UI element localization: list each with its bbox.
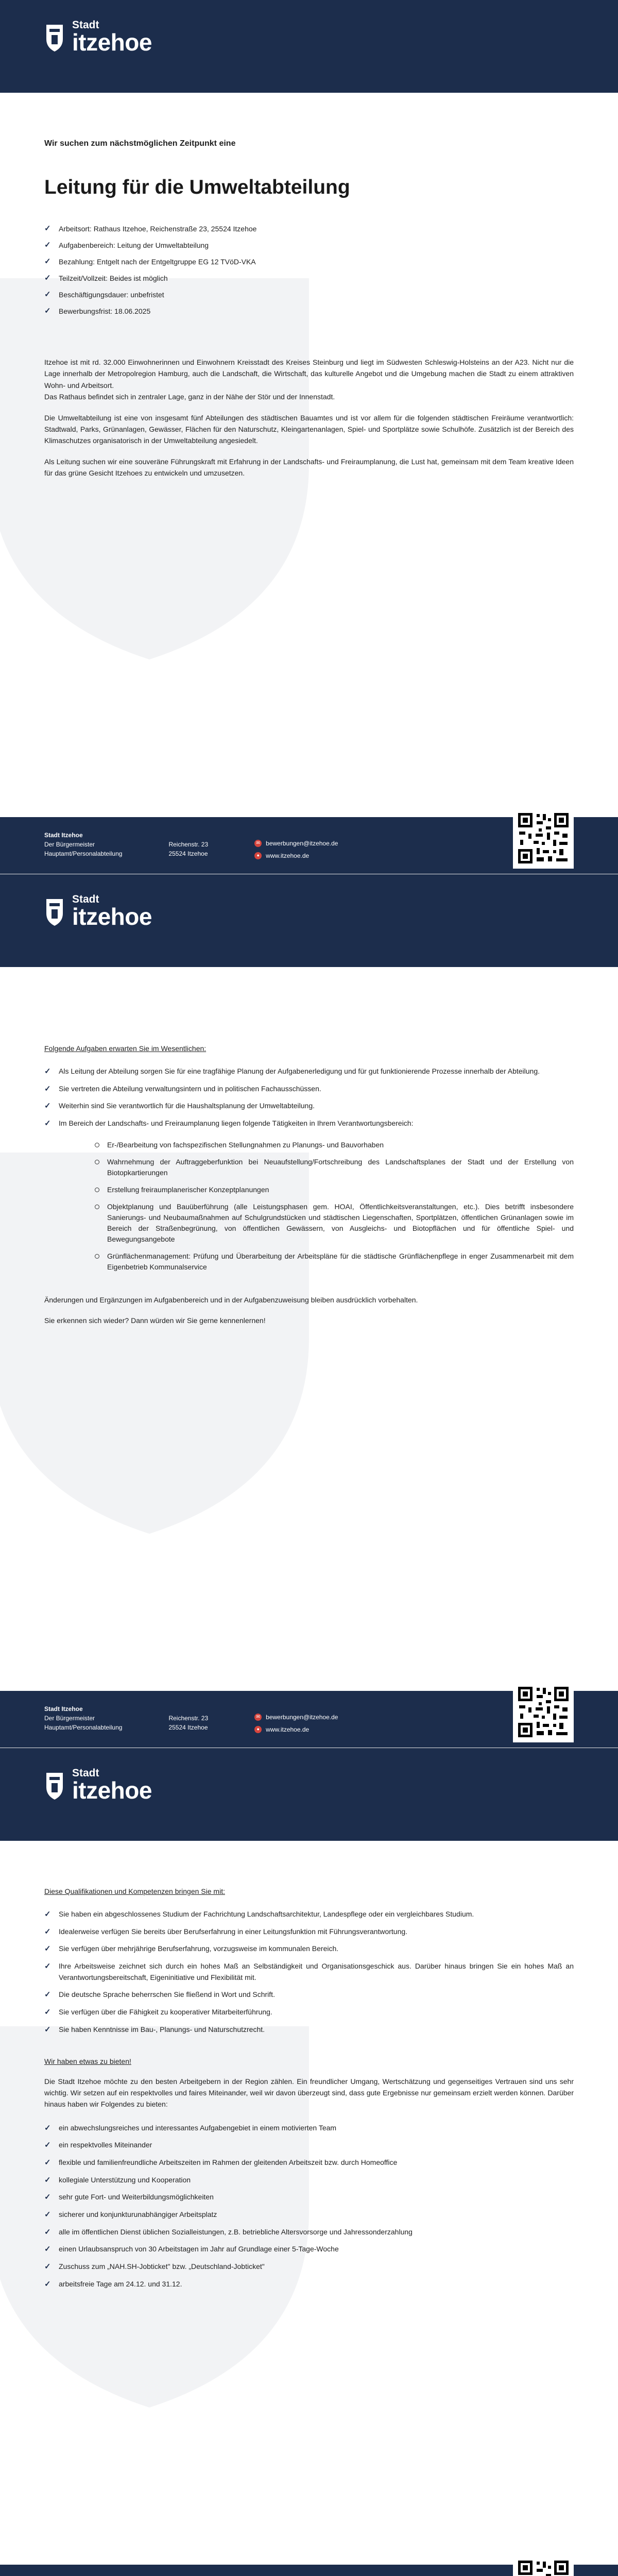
task-item: ✓ Sie vertreten die Abteilung verwaltungsintern und in politischen Fachausschüssen. <box>44 1080 574 1098</box>
logo-line-1: Stadt <box>72 893 99 905</box>
fact-item: ✓ Beschäftigungsdauer: unbefristet <box>44 286 574 303</box>
paragraph-department: Die Umweltabteilung ist eine von insgesamt fünf Abteilungen des städtischen Bauamtes und ist vor allem für die folgenden städtischen Freiräume verantwortlich: Stadtwald, Parks, Grünanlagen, Gewässer, Flächen für den Naturschutz, Kleingartenanlagen, Spiel- und Sportplätze sowie Schulhöfe. Zusätzlich ist der Bereich des Klimaschutzes organisatorisch in der Umweltabteilung angesiedelt. <box>44 413 574 445</box>
job-title: Leitung für die Umweltabteilung <box>44 176 350 198</box>
footer-org-name: Stadt Itzehoe <box>44 832 83 839</box>
paragraph-employer: Die Stadt Itzehoe möchte zu den besten Arbeitgebern in der Region zählen. Ein freundlicher Umgang, Wertschätzung und gegenseitiges Vertrauen sind uns sehr wichtig. Wir setzen auf ein respektvolles und faires Miteinander, weil wir davon überzeugt sind, dass gute Ergebnisse nur gemeinsam erzielt werden können. Darüber hinaus haben wir Folgendes zu bieten: <box>44 2077 574 2109</box>
globe-icon: ● <box>254 852 262 859</box>
fact-item: ✓ Aufgabenbereich: Leitung der Umweltabteilung <box>44 237 574 253</box>
qualification-item: ✓ Sie haben Kenntnisse im Bau-, Planungs- und Naturschutzrecht. <box>44 2021 574 2039</box>
paragraph-leadership: Als Leitung suchen wir eine souveräne Führungskraft mit Erfahrung in der Landschafts- und Freiraumplanung, die Lust hat, gemeinsam mit dem Team kreative Ideen für das grüne Gesicht Itzehoes zu entwickeln und umzusetzen. <box>44 457 574 478</box>
paragraph-invite: Sie erkennen sich wieder? Dann würden wir Sie gerne kennenlernen! <box>44 1316 266 1325</box>
footer-org-name: Stadt Itzehoe <box>44 1705 83 1713</box>
benefit-item: ✓ sicherer und konjunkturunabhängiger Arbeitsplatz <box>44 2206 574 2224</box>
benefit-item: ✓ flexible und familienfreundliche Arbeitszeiten im Rahmen der gleitenden Arbeitszeit bzw. durch Homeoffice <box>44 2154 574 2172</box>
qualification-item: ✓ Sie verfügen über die Fähigkeit zu kooperativer Mitarbeiterführung. <box>44 2004 574 2021</box>
qualification-item: ✓ Die deutsche Sprache beherrschen Sie fließend in Wort und Schrift. <box>44 1986 574 2004</box>
footer-city: 25524 Itzehoe <box>168 1724 208 1731</box>
footer-web-link[interactable]: www.itzehoe.de <box>266 852 310 859</box>
fact-item: ✓ Arbeitsort: Rathaus Itzehoe, Reichenstraße 23, 25524 Itzehoe <box>44 221 574 237</box>
footer-contact <box>254 831 338 860</box>
page-1 <box>0 0 618 874</box>
qualification-item: ✓ Sie haben ein abgeschlossenes Studium der Fachrichtung Landschaftsarchitektur, Landespflege oder ein vergleichbares Studium. <box>44 1906 574 1923</box>
footer-bar <box>0 817 618 874</box>
stadt-itzehoe-logo <box>44 20 152 54</box>
logo-line-1: Stadt <box>72 19 99 31</box>
footer-org <box>44 831 122 860</box>
header-bar <box>0 0 618 93</box>
crest-icon <box>44 22 65 53</box>
footer-bar <box>0 1691 618 1748</box>
footer-city: 25524 Itzehoe <box>168 850 208 857</box>
footer-org <box>44 1704 122 1734</box>
footer-email-link[interactable]: bewerbungen@itzehoe.de <box>266 1714 338 1721</box>
offer-heading: Wir haben etwas zu bieten! <box>44 2057 131 2065</box>
fact-item: ✓ Bezahlung: Entgelt nach der Entgeltgruppe EG 12 TVöD-VKA <box>44 253 574 270</box>
task-subitem: Wahrnehmung der Auftraggeberfunktion bei Neuaufstellung/Fortschreibung des Landschaftsplanes der Stadt und der Erstellung von Biotopkartierungen <box>95 1154 574 1181</box>
qualifications-heading: Diese Qualifikationen und Kompetenzen bringen Sie mit: <box>44 1887 225 1895</box>
paragraph-changes: Änderungen und Ergänzungen im Aufgabenbereich und in der Aufgabenzuweisung bleiben ausdrücklich vorbehalten. <box>44 1295 418 1304</box>
qualification-item: ✓ Sie verfügen über mehrjährige Berufserfahrung, vorzugsweise im kommunalen Bereich. <box>44 1940 574 1958</box>
footer-address <box>168 1704 208 1734</box>
paragraph-townhall: Das Rathaus befindet sich in zentraler Lage, ganz in der Nähe der Stör und der Innenstadt. <box>44 393 335 401</box>
page-2-content <box>44 1044 574 1336</box>
footer-street: Reichenstr. 23 <box>168 841 209 848</box>
task-item: ✓ Weiterhin sind Sie verantwortlich für die Haushaltsplanung der Umweltabteilung. <box>44 1097 574 1115</box>
page-3-content <box>44 1887 574 2304</box>
benefits-list <box>44 2120 574 2293</box>
qualification-item: ✓ Idealerweise verfügen Sie bereits über Berufserfahrung in einer Leitungsfunktion mit Führungsverantwortung. <box>44 1923 574 1941</box>
benefit-item: ✓ Zuschuss zum „NAH.SH-Jobticket" bzw. „Deutschland-Jobticket" <box>44 2258 574 2276</box>
qr-code[interactable] <box>513 808 574 869</box>
qr-code-icon <box>516 811 571 866</box>
stadt-itzehoe-logo <box>44 1768 152 1802</box>
fact-item: ✓ Teilzeit/Vollzeit: Beides ist möglich <box>44 270 574 286</box>
tasks-list <box>44 1063 574 1282</box>
task-subitem: Objektplanung und Bauüberführung (alle Leistungsphasen gem. HOAI, Öffentlichkeitsveranstaltungen, etc.). Dies betrifft insbesondere Sanierungs- und Neubaumaßnahmen auf Schulgrundstücken und städtischen Liegenschaften, Sportplätzen, öffentlichen Grünanlagen sowie im Bereich der Straßenbegrünung, von öffentlichen Gewässern, von Ausgleichs- und Biotopflächen und für öffentliche Spiel- und Bewegungsangebote <box>95 1198 574 1248</box>
qr-code[interactable] <box>513 1682 574 1742</box>
qualifications-list <box>44 1906 574 2039</box>
tasks-heading: Folgende Aufgaben erwarten Sie im Wesentlichen: <box>44 1044 207 1053</box>
benefit-item: ✓ arbeitsfreie Tage am 24.12. und 31.12. <box>44 2276 574 2293</box>
header-bar <box>0 874 618 967</box>
qualification-item: ✓ Ihre Arbeitsweise zeichnet sich durch ein hohes Maß an Selbständigkeit und Organisationsgeschick aus. Darüber hinaus bringen Sie ein hohes Maß an Verantwortungsbereitschaft, Eigeninitiative und Flexibilität mit. <box>44 1958 574 1986</box>
task-item: ✓ Als Leitung der Abteilung sorgen Sie für eine tragfähige Planung der Aufgabenerledigung und für gut funktionierende Prozesse innerhalb der Abteilung. <box>44 1063 574 1080</box>
footer-org-line: Hauptamt/Personalabteilung <box>44 850 123 857</box>
qr-code-icon <box>516 1685 571 1739</box>
qr-code-icon <box>516 2558 571 2576</box>
benefit-item: ✓ ein respektvolles Miteinander <box>44 2137 574 2154</box>
task-subitem: Grünflächenmanagement: Prüfung und Überarbeitung der Arbeitspläne für die städtische Grünflächenpflege in enger Zusammenarbeit mit dem Eigenbetrieb Kommunalservice <box>95 1248 574 1276</box>
crest-icon <box>44 896 65 927</box>
benefit-item: ✓ sehr gute Fort- und Weiterbildungsmöglichkeiten <box>44 2189 574 2206</box>
intro-line: Wir suchen zum nächstmöglichen Zeitpunkt eine <box>44 139 236 148</box>
crest-icon <box>44 1770 65 1801</box>
footer-bar <box>0 2565 618 2576</box>
benefit-item: ✓ alle im öffentlichen Dienst üblichen Sozialleistungen, z.B. betriebliche Altersvorsorge und Jahressonderzahlung <box>44 2224 574 2241</box>
footer-web-link[interactable]: www.itzehoe.de <box>266 1726 310 1733</box>
task-item <box>44 1115 574 1282</box>
email-icon: ✉ <box>254 840 262 847</box>
paragraph-city: Itzehoe ist mit rd. 32.000 Einwohnerinnen und Einwohnern Kreisstadt des Kreises Steinburg und liegt im Südwesten Schleswig-Holsteins an der A23. Nicht nur die Lage innerhalb der Metropolregion Hamburg, auch die Landschaft, die Wirtschaft, das kulturelle Angebot und die Umgebung machen die Stadt zu einem attraktiven Wohn- und Arbeitsort. <box>44 358 574 389</box>
footer-address <box>168 831 208 860</box>
footer-org-line: Der Bürgermeister <box>44 841 95 848</box>
logo-line-2: itzehoe <box>72 29 152 56</box>
benefit-item: ✓ kollegiale Unterstützung und Kooperation <box>44 2172 574 2189</box>
fact-item: ✓ Bewerbungsfrist: 18.06.2025 <box>44 303 574 319</box>
qr-code[interactable] <box>513 2555 574 2576</box>
page-1-content <box>44 139 574 488</box>
footer-email-link[interactable]: bewerbungen@itzehoe.de <box>266 840 338 847</box>
logo-line-1: Stadt <box>72 1767 99 1779</box>
page-2 <box>0 874 618 1748</box>
stadt-itzehoe-logo <box>44 894 152 928</box>
task-subitems <box>95 1137 574 1276</box>
benefit-item: ✓ einen Urlaubsanspruch von 30 Arbeitstagen im Jahr auf Grundlage einer 5-Tage-Woche <box>44 2241 574 2258</box>
logo-line-2: itzehoe <box>72 903 152 930</box>
task-subitem: Er-/Bearbeitung von fachspezifischen Stellungnahmen zu Planungs- und Bauvorhaben <box>95 1137 574 1154</box>
benefit-item: ✓ ein abwechslungsreiches und interessantes Aufgabengebiet in einem motivierten Team <box>44 2120 574 2137</box>
task-subitem: Erstellung freiraumplanerischer Konzeptplanungen <box>95 1181 574 1198</box>
footer-contact <box>254 1704 338 1734</box>
footer-org-line: Der Bürgermeister <box>44 1715 95 1722</box>
globe-icon: ● <box>254 1726 262 1733</box>
logo-line-2: itzehoe <box>72 1777 152 1804</box>
email-icon: ✉ <box>254 1714 262 1721</box>
page-3 <box>0 1748 618 2576</box>
footer-org-line: Hauptamt/Personalabteilung <box>44 1724 123 1731</box>
footer-street: Reichenstr. 23 <box>168 1715 209 1722</box>
job-facts-list <box>44 221 574 319</box>
task-item-text: Im Bereich der Landschafts- und Freiraumplanung liegen folgende Tätigkeiten in Ihrem Verantwortungsbereich: <box>59 1119 414 1128</box>
header-bar <box>0 1748 618 1841</box>
